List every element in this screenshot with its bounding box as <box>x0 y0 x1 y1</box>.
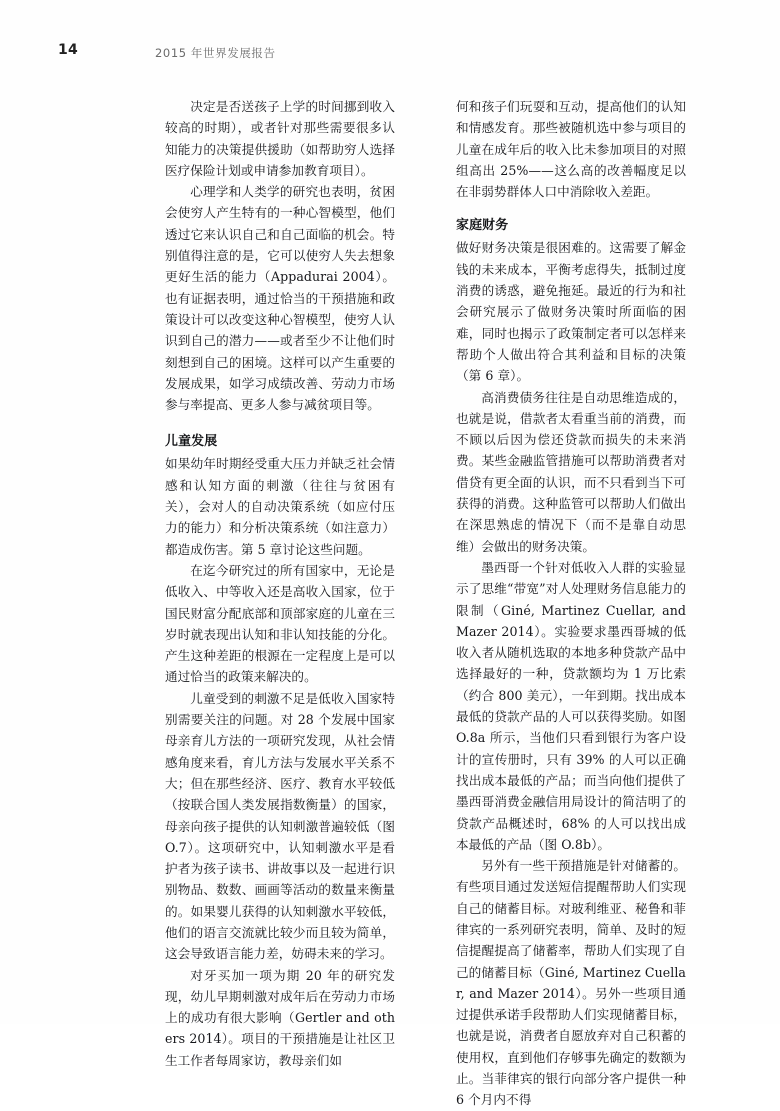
paragraph: 如果幼年时期经受重大压力并缺乏社会情感和认知方面的刺激（往往与贫困有关），会对人的自动决策系统（如应付压力的能力）和分析决策系统（如注意力）都造成伤害。第 5 章讨论这些问题。 <box>165 456 395 557</box>
paragraph: 何和孩子们玩耍和互动，提高他们的认知和情感发育。那些被随机选中参与项目的儿童在成年后的收入比未参加项目的对照组高出 25%——这么高的改善幅度足以在非弱势群体人口中消除收入差距。 <box>456 99 686 200</box>
running-title: 2015 年世界发展报告 <box>155 46 276 60</box>
body-columns <box>165 96 686 1108</box>
section-heading-child-development: 儿童发展 <box>165 434 218 450</box>
running-head <box>58 42 722 64</box>
paragraph: 对牙买加一项为期 20 年的研究发现，幼儿早期刺激对成年后在劳动力市场上的成功有很大影响（Gertler and others 2014）。项目的干预措施是让社区卫生工作者每周家访，教母亲们如 <box>165 967 395 1068</box>
paragraph: 心理学和人类学的研究也表明，贫困会使穷人产生特有的一种心智模型，他们透过它来认识自己和自己面临的机会。特别值得注意的是，它可以使穷人失去想象更好生活的能力（Appadurai 2004）。也有证据表明，通过恰当的干预措施和政策设计可以改变这种心智模型，使穷人认识到自己的潜力——或者至少不让他们时刻想到自己的困境。这样可以产生重要的发展成果，如学习成绩改善、劳动力市场参与率提高、更多人参与减贫项目等。 <box>165 184 395 413</box>
paragraph: 决定是否送孩子上学的时间挪到收入较高的时期），或者针对那些需要很多认知能力的决策提供援助（如帮助穷人选择医疗保险计划或申请参加教育项目）。 <box>165 99 395 178</box>
paragraph: 高消费债务往往是自动思维造成的，也就是说，借款者太看重当前的消费，而不顾以后因为偿还贷款而损失的未来消费。某些金融监管措施可以帮助消费者对借贷有更全面的认识，而不只看到当下可获得的消费。这种监管可以帮助人们做出在深思熟虑的情况下（而不是靠自动思维）会做出的财务决策。 <box>456 389 686 554</box>
page-number: 14 <box>58 42 78 58</box>
paragraph: 在迄今研究过的所有国家中，无论是低收入、中等收入还是高收入国家，位于国民财富分配底部和顶部家庭的儿童在三岁时就表现出认知和非认知技能的分化。产生这种差距的根源在一定程度上是可以通过恰当的政策来解决的。 <box>165 562 395 685</box>
paragraph: 儿童受到的刺激不足是低收入国家特别需要关注的问题。对 28 个发展中国家母亲育儿方法的一项研究发现，从社会情感角度来看，育儿方法与发展水平关系不大；但在那些经济、医疗、教育水平较低（按联合国人类发展指数衡量）的国家，母亲向孩子提供的认知刺激普遍较低（图 O.7）。这项研究中，认知刺激水平是看护者为孩子读书、讲故事以及一起进行识别物品、数数、画画等活动的数量来衡量的。如果婴儿获得的认知刺激水平较低，他们的语言交流就比较少而且较为简单，这会导致语言能力差，妨碍未来的学习。 <box>165 690 395 962</box>
paragraph: 做好财务决策是很困难的。这需要了解金钱的未来成本，平衡考虑得失，抵制过度消费的诱惑，避免拖延。最近的行为和社会研究展示了做财务决策时所面临的困难，同时也揭示了政策制定者可以怎样来帮助个人做出符合其利益和目标的决策（第 6 章）。 <box>456 240 686 384</box>
right-column <box>456 96 686 1108</box>
left-column <box>165 96 395 1068</box>
section-heading-household-finance: 家庭财务 <box>456 218 509 234</box>
paragraph: 另外有一些干预措施是针对储蓄的。有些项目通过发送短信提醒帮助人们实现自己的储蓄目标。对玻利维亚、秘鲁和菲律宾的一系列研究表明，简单、及时的短信提醒提高了储蓄率，帮助人们实现了自己的储蓄目标（Giné, Martinez Cuellar, and Mazer 2014）。另外一些项目通过提供承诺手段帮助人们实现储蓄目标，也就是说，消费者自愿放弃对自己积蓄的使用权，直到他们存够事先确定的数额为止。当菲律宾的银行向部分客户提供一种 6 个月内不得 <box>456 858 686 1108</box>
paragraph: 墨西哥一个针对低收入人群的实验显示了思维“带宽”对人处理财务信息能力的限制（Giné, Martinez Cuellar, and Mazer 2014）。实验要求墨西哥城的低收入者从随机选取的本地多种贷款产品中选择最好的一种，贷款额均为 1 万比索（约合 800 美元），一年到期。找出成本最低的贷款产品的人可以获得奖励。如图 O.8a 所示，当他们只看到银行为客户设计的宣传册时，只有 39% 的人可以正确找出成本最低的产品；而当向他们提供了墨西哥消费金融信用局设计的简洁明了的贷款产品概述时，68% 的人可以找出成本最低的产品（图 O.8b）。 <box>456 559 686 852</box>
